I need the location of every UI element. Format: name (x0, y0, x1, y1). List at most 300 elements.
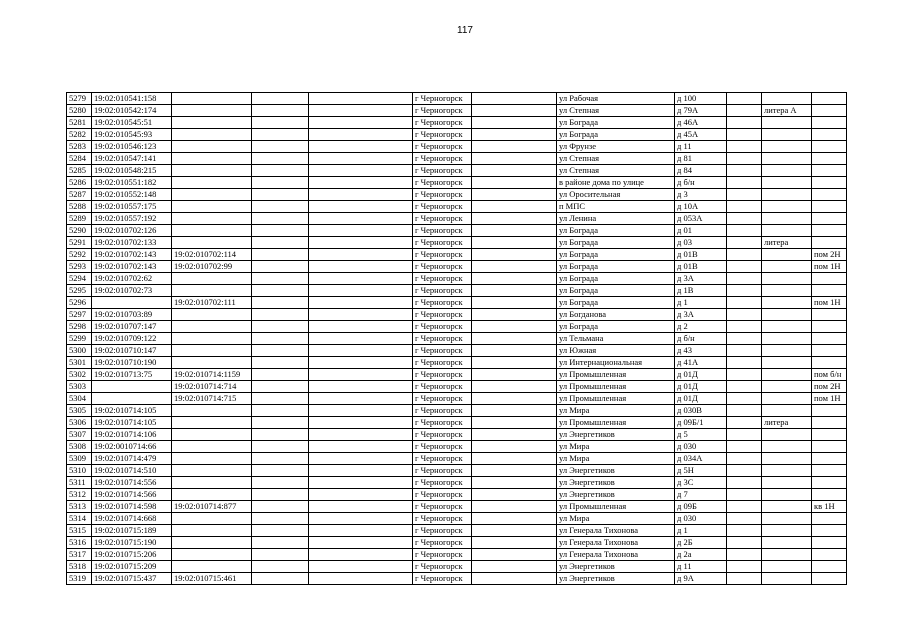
cell-parent-cadastral-number: 19:02:010714:714 (172, 381, 252, 393)
table-row (67, 573, 847, 585)
cell-house-number: д 030В (675, 405, 727, 417)
cell-col-4 (252, 189, 309, 201)
table-row (67, 477, 847, 489)
cell-street: ул Генерала Тихонова (557, 549, 675, 561)
cell-col-4 (252, 381, 309, 393)
table-row (67, 381, 847, 393)
cell-literal (762, 405, 812, 417)
cell-premises (812, 441, 847, 453)
cell-city: г Черногорск (413, 549, 472, 561)
cell-col-4 (252, 549, 309, 561)
cell-city: г Черногорск (413, 93, 472, 105)
cell-row-number: 5286 (67, 177, 92, 189)
cell-col-5 (309, 429, 413, 441)
cell-col-7 (472, 393, 557, 405)
cell-premises (812, 465, 847, 477)
cell-row-number: 5310 (67, 465, 92, 477)
cell-parent-cadastral-number (172, 549, 252, 561)
cell-col-10 (727, 381, 762, 393)
cell-col-10 (727, 321, 762, 333)
cell-city: г Черногорск (413, 153, 472, 165)
cell-house-number: д б/н (675, 177, 727, 189)
cell-col-4 (252, 93, 309, 105)
cell-premises (812, 105, 847, 117)
cell-row-number: 5290 (67, 225, 92, 237)
cell-col-4 (252, 285, 309, 297)
cell-col-10 (727, 513, 762, 525)
cell-street: ул Энергетиков (557, 489, 675, 501)
cell-col-7 (472, 513, 557, 525)
cell-cadastral-number: 19:02:010541:158 (92, 93, 172, 105)
table-row (67, 261, 847, 273)
cell-parent-cadastral-number (172, 429, 252, 441)
cell-street: ул Рабочая (557, 93, 675, 105)
cell-col-10 (727, 537, 762, 549)
cell-col-4 (252, 141, 309, 153)
cell-col-4 (252, 513, 309, 525)
cell-parent-cadastral-number (172, 213, 252, 225)
cell-col-10 (727, 225, 762, 237)
cell-street: ул Мира (557, 513, 675, 525)
cell-house-number: д 5 (675, 429, 727, 441)
cell-street: в районе дома по улице (557, 177, 675, 189)
cell-literal (762, 345, 812, 357)
cell-col-10 (727, 213, 762, 225)
cell-premises (812, 237, 847, 249)
cell-premises (812, 417, 847, 429)
cell-col-10 (727, 441, 762, 453)
cell-col-4 (252, 309, 309, 321)
cell-street: ул Степная (557, 165, 675, 177)
cell-col-10 (727, 249, 762, 261)
cell-row-number: 5302 (67, 369, 92, 381)
cell-col-7 (472, 189, 557, 201)
cell-col-5 (309, 177, 413, 189)
cell-street: ул Фрунзе (557, 141, 675, 153)
cell-row-number: 5287 (67, 189, 92, 201)
table-row (67, 129, 847, 141)
cell-house-number: д 1В (675, 285, 727, 297)
cell-parent-cadastral-number: 19:02:010714:877 (172, 501, 252, 513)
table-row (67, 249, 847, 261)
cell-parent-cadastral-number: 19:02:010714:715 (172, 393, 252, 405)
cell-city: г Черногорск (413, 477, 472, 489)
cell-row-number: 5306 (67, 417, 92, 429)
cell-parent-cadastral-number (172, 357, 252, 369)
cell-col-4 (252, 345, 309, 357)
cell-parent-cadastral-number (172, 333, 252, 345)
cell-cadastral-number: 19:02:010714:510 (92, 465, 172, 477)
cell-parent-cadastral-number (172, 153, 252, 165)
table-row (67, 465, 847, 477)
cell-parent-cadastral-number (172, 453, 252, 465)
table-row (67, 453, 847, 465)
table-row (67, 345, 847, 357)
cell-col-10 (727, 117, 762, 129)
cell-street: ул Интернациональная (557, 357, 675, 369)
cell-col-5 (309, 489, 413, 501)
cell-col-4 (252, 153, 309, 165)
cell-col-5 (309, 225, 413, 237)
cell-street: ул Бограда (557, 225, 675, 237)
cell-street: ул Бограда (557, 297, 675, 309)
table-row (67, 369, 847, 381)
cell-city: г Черногорск (413, 129, 472, 141)
cell-literal (762, 321, 812, 333)
cell-literal (762, 141, 812, 153)
cell-house-number: д 11 (675, 141, 727, 153)
cell-col-5 (309, 105, 413, 117)
cell-city: г Черногорск (413, 345, 472, 357)
cell-parent-cadastral-number (172, 309, 252, 321)
table-row (67, 213, 847, 225)
cell-col-7 (472, 177, 557, 189)
cell-row-number: 5301 (67, 357, 92, 369)
cell-parent-cadastral-number (172, 489, 252, 501)
cell-street: ул Бограда (557, 273, 675, 285)
cell-literal (762, 489, 812, 501)
cell-col-5 (309, 393, 413, 405)
cell-col-10 (727, 345, 762, 357)
cell-col-5 (309, 441, 413, 453)
cell-col-7 (472, 117, 557, 129)
table-row (67, 549, 847, 561)
cell-col-5 (309, 345, 413, 357)
cell-col-10 (727, 357, 762, 369)
cell-cadastral-number: 19:02:010710:147 (92, 345, 172, 357)
cell-street: ул Оросительная (557, 189, 675, 201)
cell-street: ул Степная (557, 105, 675, 117)
cell-street: ул Энергетиков (557, 573, 675, 585)
cell-col-10 (727, 141, 762, 153)
table-row (67, 441, 847, 453)
table-row (67, 297, 847, 309)
cell-col-10 (727, 237, 762, 249)
cell-col-7 (472, 345, 557, 357)
cell-parent-cadastral-number (172, 561, 252, 573)
cell-house-number: д 46А (675, 117, 727, 129)
cell-literal (762, 561, 812, 573)
cell-parent-cadastral-number (172, 537, 252, 549)
cell-city: г Черногорск (413, 117, 472, 129)
cell-house-number: д 2Б (675, 537, 727, 549)
cell-row-number: 5305 (67, 405, 92, 417)
cell-col-7 (472, 501, 557, 513)
cell-col-7 (472, 549, 557, 561)
cell-premises: пом 2Н (812, 249, 847, 261)
table-row (67, 117, 847, 129)
cell-cadastral-number (92, 393, 172, 405)
cell-city: г Черногорск (413, 141, 472, 153)
cell-literal (762, 513, 812, 525)
cell-col-10 (727, 297, 762, 309)
cell-city: г Черногорск (413, 261, 472, 273)
table-row (67, 405, 847, 417)
cell-house-number: д 3А (675, 273, 727, 285)
cell-city: г Черногорск (413, 321, 472, 333)
cell-cadastral-number: 19:02:010548:215 (92, 165, 172, 177)
cell-col-7 (472, 141, 557, 153)
table-row (67, 141, 847, 153)
cell-parent-cadastral-number (172, 477, 252, 489)
cell-row-number: 5303 (67, 381, 92, 393)
cell-parent-cadastral-number (172, 405, 252, 417)
cell-row-number: 5319 (67, 573, 92, 585)
cell-cadastral-number: 19:02:010715:190 (92, 537, 172, 549)
cell-cadastral-number: 19:02:010715:189 (92, 525, 172, 537)
cell-col-4 (252, 249, 309, 261)
cell-col-10 (727, 393, 762, 405)
cell-col-10 (727, 477, 762, 489)
cell-col-5 (309, 309, 413, 321)
cell-literal (762, 213, 812, 225)
cell-house-number: д 2а (675, 549, 727, 561)
cell-col-4 (252, 321, 309, 333)
table-row (67, 393, 847, 405)
cell-row-number: 5315 (67, 525, 92, 537)
cell-parent-cadastral-number (172, 237, 252, 249)
cell-premises: пом 1Н (812, 393, 847, 405)
cell-col-4 (252, 105, 309, 117)
cell-col-10 (727, 189, 762, 201)
cell-street: ул Генерала Тихонова (557, 537, 675, 549)
table-row (67, 561, 847, 573)
cell-house-number: д 5Н (675, 465, 727, 477)
cell-house-number: д 7 (675, 489, 727, 501)
cell-street: ул Степная (557, 153, 675, 165)
table-row (67, 429, 847, 441)
cell-city: г Черногорск (413, 501, 472, 513)
cell-literal (762, 93, 812, 105)
cell-cadastral-number: 19:02:010714:566 (92, 489, 172, 501)
cell-parent-cadastral-number (172, 177, 252, 189)
cell-premises (812, 309, 847, 321)
cell-cadastral-number: 19:02:010557:192 (92, 213, 172, 225)
cell-row-number: 5280 (67, 105, 92, 117)
cell-literal: литера (762, 237, 812, 249)
cell-house-number: д 81 (675, 153, 727, 165)
cell-col-4 (252, 261, 309, 273)
cell-row-number: 5296 (67, 297, 92, 309)
cell-house-number: д 030 (675, 513, 727, 525)
cell-col-10 (727, 369, 762, 381)
cell-premises (812, 345, 847, 357)
cell-literal (762, 453, 812, 465)
cell-cadastral-number: 19:02:010545:51 (92, 117, 172, 129)
cell-literal (762, 441, 812, 453)
cell-premises (812, 537, 847, 549)
cell-literal (762, 273, 812, 285)
table-row (67, 309, 847, 321)
cell-house-number: д 11 (675, 561, 727, 573)
cell-street: ул Мира (557, 453, 675, 465)
cell-cadastral-number: 19:02:0010714:66 (92, 441, 172, 453)
cell-city: г Черногорск (413, 393, 472, 405)
cell-col-5 (309, 321, 413, 333)
cell-col-7 (472, 573, 557, 585)
cell-premises: пом 2Н (812, 381, 847, 393)
cell-premises (812, 273, 847, 285)
cell-row-number: 5288 (67, 201, 92, 213)
cell-cadastral-number: 19:02:010714:598 (92, 501, 172, 513)
cell-premises (812, 513, 847, 525)
cell-col-5 (309, 417, 413, 429)
cell-col-4 (252, 441, 309, 453)
cell-literal (762, 189, 812, 201)
cell-row-number: 5283 (67, 141, 92, 153)
cell-literal (762, 429, 812, 441)
cell-col-7 (472, 381, 557, 393)
cell-literal: литера (762, 417, 812, 429)
cell-premises (812, 489, 847, 501)
cell-col-5 (309, 513, 413, 525)
cell-city: г Черногорск (413, 417, 472, 429)
cell-house-number: д 45А (675, 129, 727, 141)
cell-cadastral-number: 19:02:010546:123 (92, 141, 172, 153)
table-row (67, 225, 847, 237)
cell-col-10 (727, 573, 762, 585)
cell-house-number: д 43 (675, 345, 727, 357)
cell-premises (812, 429, 847, 441)
cell-parent-cadastral-number (172, 225, 252, 237)
cell-col-4 (252, 225, 309, 237)
cell-cadastral-number: 19:02:010551:182 (92, 177, 172, 189)
cell-house-number: д 030 (675, 441, 727, 453)
table-row (67, 105, 847, 117)
cell-house-number: д 053А (675, 213, 727, 225)
cell-cadastral-number: 19:02:010542:174 (92, 105, 172, 117)
cell-street: ул Энергетиков (557, 561, 675, 573)
cell-col-10 (727, 561, 762, 573)
cell-city: г Черногорск (413, 213, 472, 225)
cell-row-number: 5282 (67, 129, 92, 141)
cell-literal (762, 177, 812, 189)
cell-literal (762, 201, 812, 213)
cell-premises: пом б/н (812, 369, 847, 381)
cell-col-10 (727, 429, 762, 441)
cell-city: г Черногорск (413, 441, 472, 453)
cell-col-7 (472, 93, 557, 105)
cell-row-number: 5304 (67, 393, 92, 405)
cell-col-7 (472, 429, 557, 441)
cell-cadastral-number: 19:02:010702:133 (92, 237, 172, 249)
cell-cadastral-number: 19:02:010702:143 (92, 249, 172, 261)
cell-parent-cadastral-number (172, 189, 252, 201)
cell-premises (812, 141, 847, 153)
cell-col-5 (309, 261, 413, 273)
cell-col-5 (309, 369, 413, 381)
cell-city: г Черногорск (413, 489, 472, 501)
cell-row-number: 5295 (67, 285, 92, 297)
table-row (67, 93, 847, 105)
cell-premises (812, 453, 847, 465)
cell-col-7 (472, 465, 557, 477)
cell-city: г Черногорск (413, 309, 472, 321)
cell-col-10 (727, 165, 762, 177)
table-row (67, 501, 847, 513)
cell-parent-cadastral-number (172, 129, 252, 141)
cell-street: ул Мира (557, 405, 675, 417)
cell-col-5 (309, 465, 413, 477)
cell-parent-cadastral-number: 19:02:010714:1159 (172, 369, 252, 381)
table-row (67, 273, 847, 285)
cell-col-5 (309, 93, 413, 105)
cell-col-10 (727, 489, 762, 501)
cell-col-7 (472, 477, 557, 489)
cell-col-5 (309, 201, 413, 213)
cell-cadastral-number: 19:02:010715:209 (92, 561, 172, 573)
cell-col-5 (309, 573, 413, 585)
page-number: 117 (457, 25, 473, 36)
registry-table (66, 92, 847, 585)
cell-city: г Черногорск (413, 249, 472, 261)
cell-house-number: д 10А (675, 201, 727, 213)
cell-city: г Черногорск (413, 453, 472, 465)
cell-literal (762, 357, 812, 369)
cell-col-7 (472, 213, 557, 225)
cell-city: г Черногорск (413, 273, 472, 285)
cell-street: ул Мира (557, 441, 675, 453)
cell-city: г Черногорск (413, 237, 472, 249)
cell-city: г Черногорск (413, 165, 472, 177)
cell-literal (762, 333, 812, 345)
cell-literal (762, 525, 812, 537)
table-row (67, 321, 847, 333)
cell-parent-cadastral-number: 19:02:010702:114 (172, 249, 252, 261)
cell-col-4 (252, 177, 309, 189)
table-row (67, 237, 847, 249)
cell-row-number: 5307 (67, 429, 92, 441)
cell-house-number: д 01 (675, 225, 727, 237)
cell-col-5 (309, 561, 413, 573)
cell-street: ул Бограда (557, 237, 675, 249)
cell-house-number: д б/н (675, 333, 727, 345)
table-row (67, 537, 847, 549)
table-row (67, 525, 847, 537)
cell-cadastral-number: 19:02:010703:89 (92, 309, 172, 321)
cell-street: ул Бограда (557, 249, 675, 261)
cell-col-4 (252, 237, 309, 249)
cell-street: ул Ленина (557, 213, 675, 225)
cell-street: ул Промышленная (557, 417, 675, 429)
cell-col-10 (727, 273, 762, 285)
cell-col-5 (309, 333, 413, 345)
cell-city: г Черногорск (413, 573, 472, 585)
cell-city: г Черногорск (413, 189, 472, 201)
cell-col-4 (252, 333, 309, 345)
cell-col-5 (309, 537, 413, 549)
cell-house-number: д 03 (675, 237, 727, 249)
cell-literal (762, 129, 812, 141)
cell-premises (812, 225, 847, 237)
cell-col-4 (252, 357, 309, 369)
cell-city: г Черногорск (413, 561, 472, 573)
cell-street: ул Бограда (557, 129, 675, 141)
cell-row-number: 5298 (67, 321, 92, 333)
table-row (67, 177, 847, 189)
cell-city: г Черногорск (413, 465, 472, 477)
cell-literal (762, 153, 812, 165)
cell-cadastral-number: 19:02:010702:73 (92, 285, 172, 297)
cell-parent-cadastral-number (172, 165, 252, 177)
cell-house-number: д 2 (675, 321, 727, 333)
cell-col-4 (252, 561, 309, 573)
cell-col-7 (472, 261, 557, 273)
cell-col-10 (727, 333, 762, 345)
cell-col-10 (727, 453, 762, 465)
cell-premises (812, 93, 847, 105)
table-row (67, 165, 847, 177)
